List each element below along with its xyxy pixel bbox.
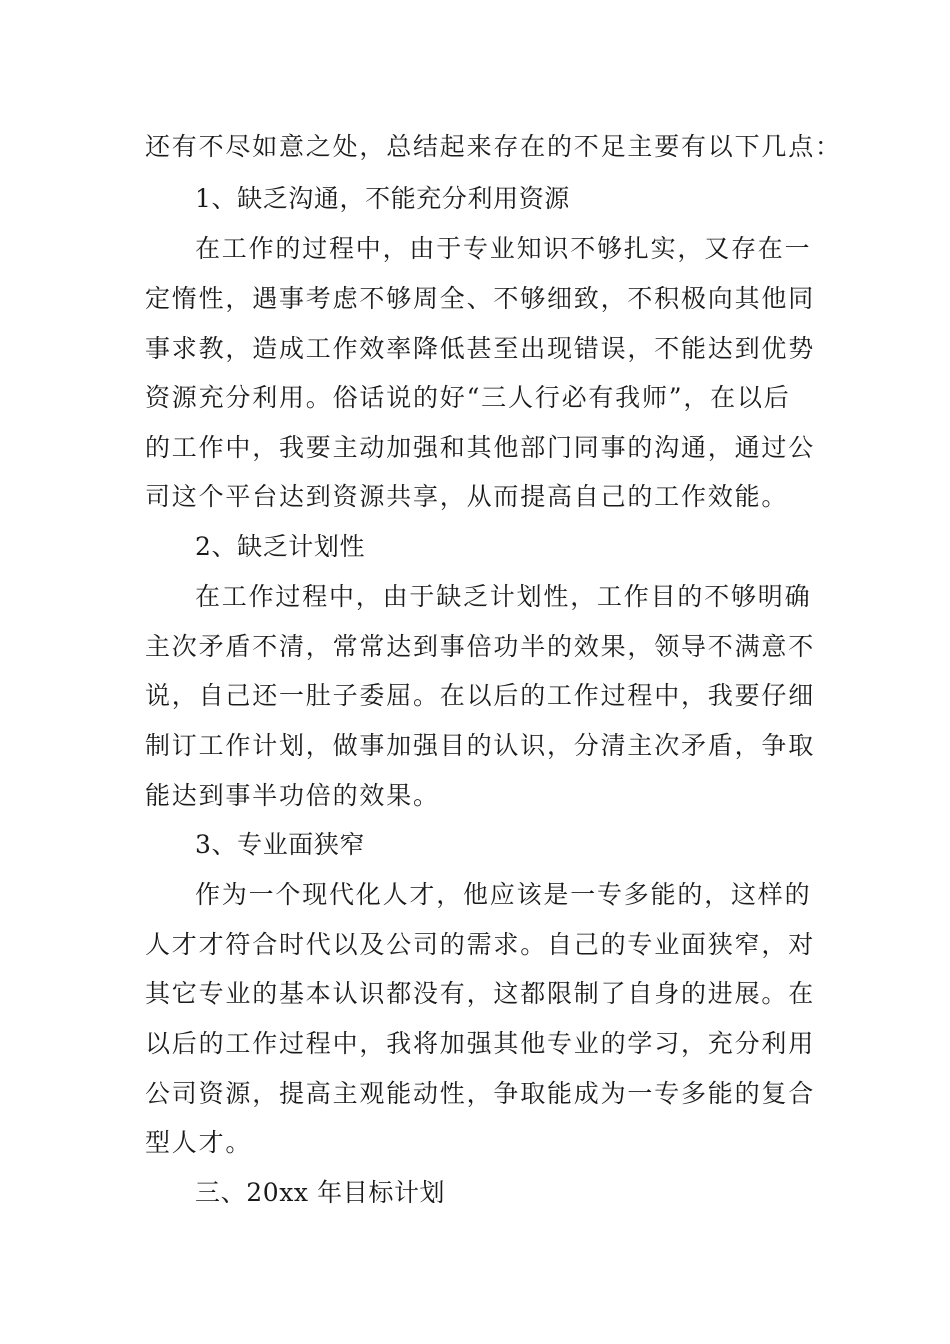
text-line: 还有不尽如意之处，总结起来存在的不足主要有以下几点： [145, 132, 842, 161]
text-line: 能达到事半功倍的效果。 [145, 781, 440, 810]
text-line: 说，自己还一肚子委屈。在以后的工作过程中，我要仔细 [145, 681, 816, 710]
text-line: 公司资源，提高主观能动性，争取能成为一专多能的复合 [145, 1079, 816, 1108]
text-line: 以后的工作过程中，我将加强其他专业的学习，充分利用 [145, 1029, 816, 1058]
text-line: 的工作中，我要主动加强和其他部门同事的沟通，通过公 [145, 433, 816, 462]
section-heading: 1、缺乏沟通，不能充分利用资源 [195, 184, 570, 213]
paragraph-first-line: 在工作的过程中，由于专业知识不够扎实，又存在一 [195, 234, 812, 263]
section-heading: 三、20xx 年目标计划 [195, 1178, 446, 1207]
text-line: 司这个平台达到资源共享，从而提高自己的工作效能。 [145, 482, 789, 511]
text-line: 事求教，造成工作效率降低甚至出现错误，不能达到优势 [145, 334, 816, 363]
text-line: 其它专业的基本认识都没有，这都限制了自身的进展。在 [145, 979, 816, 1008]
text-line: 制订工作计划，做事加强目的认识，分清主次矛盾，争取 [145, 731, 816, 760]
text-line: 资源充分利用。俗话说的好“三人行必有我师”，在以后 [145, 383, 791, 412]
paragraph-first-line: 在工作过程中，由于缺乏计划性，工作目的不够明确 [195, 582, 812, 611]
text-line: 人才才符合时代以及公司的需求。自己的专业面狭窄，对 [145, 930, 816, 959]
paragraph-first-line: 作为一个现代化人才，他应该是一专多能的，这样的 [195, 880, 812, 909]
section-heading: 2、缺乏计划性 [195, 532, 366, 561]
text-line: 定惰性，遇事考虑不够周全、不够细致，不积极向其他同 [145, 284, 816, 313]
text-line: 主次矛盾不清，常常达到事倍功半的效果，领导不满意不 [145, 632, 816, 661]
section-heading: 3、专业面狭窄 [195, 830, 366, 859]
text-line: 型人才。 [145, 1128, 253, 1157]
